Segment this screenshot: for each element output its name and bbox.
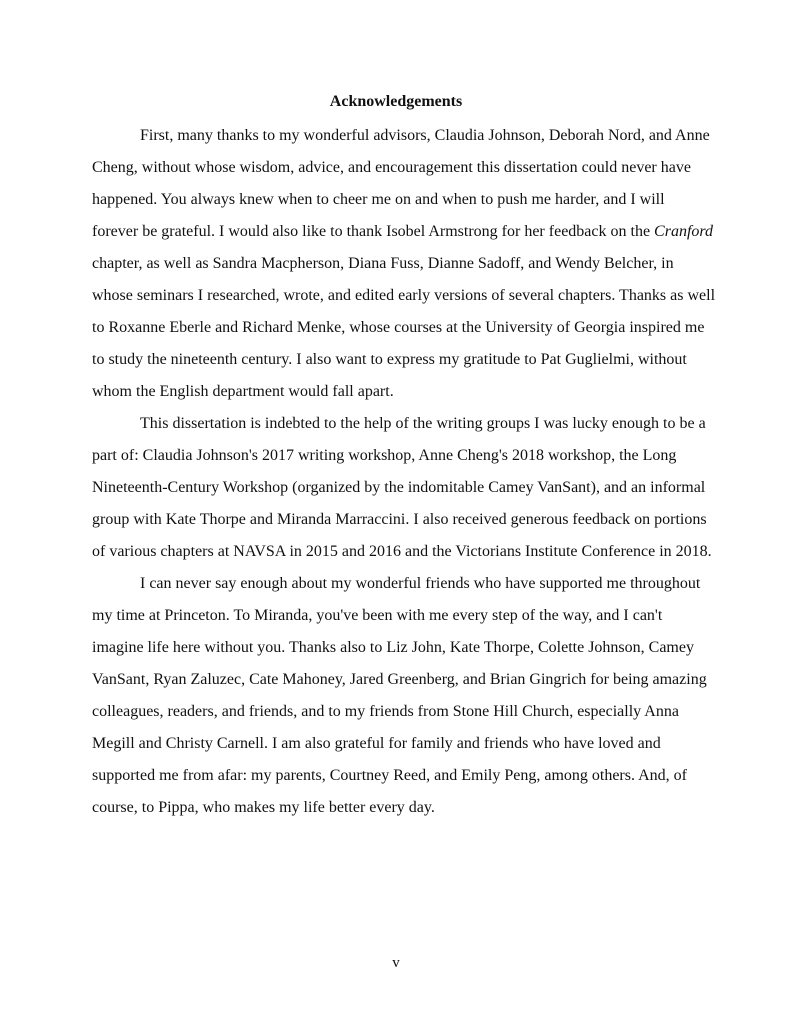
text-line: imagine life here without you. Thanks also to Liz John, Kate Thorpe, Colette Johnson, Camey xyxy=(92,639,694,656)
text-line: chapter, as well as Sandra Macpherson, Diana Fuss, Dianne Sadoff, and Wendy Belcher, in xyxy=(92,255,674,272)
text-line: my time at Princeton. To Miranda, you've been with me every step of the way, and I can't xyxy=(92,607,663,624)
text-line: This dissertation is indebted to the help of the writing groups I was lucky enough to be a xyxy=(140,415,706,432)
book-title: Cranford xyxy=(654,223,714,240)
text-line: happened. You always knew when to cheer me on and when to push me harder, and I will xyxy=(92,191,665,208)
page-title: Acknowledgements xyxy=(329,93,463,110)
text-line xyxy=(92,222,713,242)
text-line: VanSant, Ryan Zaluzec, Cate Mahoney, Jared Greenberg, and Brian Gingrich for being amazing xyxy=(92,671,707,688)
text-segment: forever be grateful. I would also like to thank Isobel Armstrong for her feedback on the xyxy=(92,223,655,240)
text-line: to Roxanne Eberle and Richard Menke, whose courses at the University of Georgia inspired me xyxy=(92,319,705,336)
text-line: part of: Claudia Johnson's 2017 writing workshop, Anne Cheng's 2018 workshop, the Long xyxy=(92,447,677,464)
text-line: whom the English department would fall apart. xyxy=(92,383,394,400)
text-line: course, to Pippa, who makes my life better every day. xyxy=(92,799,435,816)
text-line: First, many thanks to my wonderful advisors, Claudia Johnson, Deborah Nord, and Anne xyxy=(140,127,710,144)
text-line: supported me from afar: my parents, Courtney Reed, and Emily Peng, among others. And, of xyxy=(92,767,687,784)
text-line: whose seminars I researched, wrote, and edited early versions of several chapters. Thanks as well xyxy=(92,287,716,304)
text-line: colleagues, readers, and friends, and to my friends from Stone Hill Church, especially Anna xyxy=(92,703,679,720)
text-line: I can never say enough about my wonderful friends who have supported me throughout xyxy=(140,575,701,592)
text-line: group with Kate Thorpe and Miranda Marraccini. I also received generous feedback on portions xyxy=(92,511,707,528)
text-line: Nineteenth-Century Workshop (organized by the indomitable Camey VanSant), and an informal xyxy=(92,479,706,496)
text-line: Megill and Christy Carnell. I am also grateful for family and friends who have loved and xyxy=(92,735,661,752)
text-line: of various chapters at NAVSA in 2015 and 2016 and the Victorians Institute Conference in 2018. xyxy=(92,543,712,560)
text-line: Cheng, without whose wisdom, advice, and encouragement this dissertation could never have xyxy=(92,159,691,176)
page-number: v xyxy=(392,955,400,971)
text-line: to study the nineteenth century. I also want to express my gratitude to Pat Guglielmi, without xyxy=(92,351,687,368)
